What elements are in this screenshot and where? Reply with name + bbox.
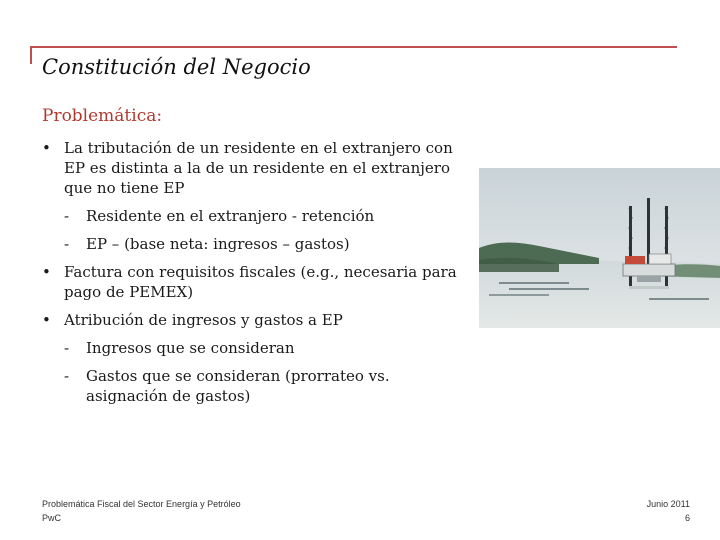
list-item: [42, 262, 472, 302]
footer-right: [647, 497, 690, 525]
header-rule-left: [30, 46, 32, 64]
list-item-text: EP – (base neta: ingresos – gastos): [86, 235, 350, 253]
oil-rig-image: [479, 168, 720, 328]
dash-mark: -: [64, 339, 70, 357]
footer-document-title: Problemática Fiscal del Sector Energía y Petróleo: [42, 499, 241, 509]
list-item-text: Factura con requisitos fiscales (e.g., necesaria para pago de PEMEX): [64, 263, 457, 301]
header-rule: [30, 46, 677, 48]
bullet-list: [42, 138, 472, 414]
dash-mark: -: [64, 207, 70, 225]
footer-left: [42, 497, 241, 525]
list-item: [42, 138, 472, 198]
list-item-text: Gastos que se consideran (prorrateo vs. asignación de gastos): [86, 367, 390, 405]
list-item: [42, 310, 472, 330]
dash-mark: -: [64, 367, 70, 385]
bullet-mark: •: [42, 139, 51, 157]
list-item-text: Residente en el extranjero - retención: [86, 207, 375, 225]
sub-list-item: [42, 234, 472, 254]
list-item-text: La tributación de un residente en el extranjero con EP es distinta a la de un residente en el extranjero que no tiene EP: [64, 139, 453, 197]
page-title: Constitución del Negocio: [42, 55, 311, 79]
dash-mark: -: [64, 235, 70, 253]
section-subtitle: Problemática:: [42, 106, 163, 126]
footer-company: PwC: [42, 513, 62, 523]
bullet-mark: •: [42, 263, 51, 281]
list-item-text: Ingresos que se consideran: [86, 339, 295, 357]
sub-list-item: [42, 206, 472, 226]
list-item-text: Atribución de ingresos y gastos a EP: [64, 311, 343, 329]
bullet-mark: •: [42, 311, 51, 329]
footer-date: Junio 2011: [646, 499, 690, 509]
sub-list-item: [42, 366, 472, 406]
page-number: 6: [684, 513, 690, 523]
sub-list-item: [42, 338, 472, 358]
